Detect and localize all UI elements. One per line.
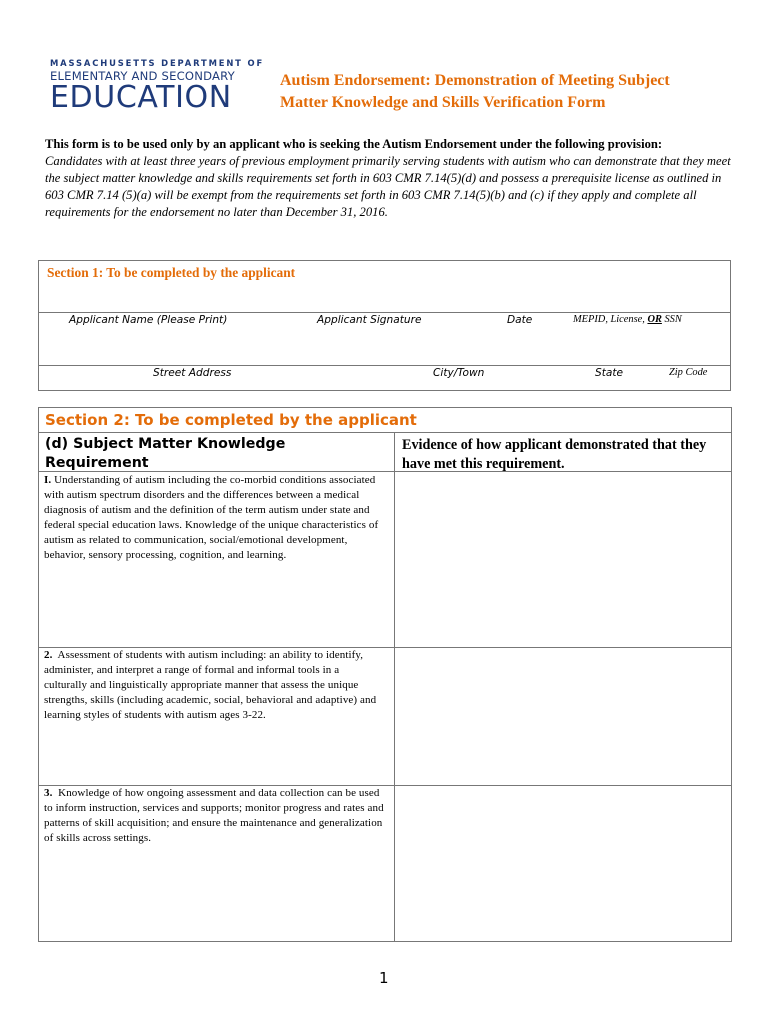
logo-education-text: EDUCATION xyxy=(50,80,232,115)
requirement-item-1: I. Understanding of autism including the co-morbid conditions associated with autism spectrum disorders and the differences between a medical diagnosis of autism and the definition of the term autism under state and federal special education laws. Knowledge of the unique characteristics of autism as related to communication, social/emotional development, behavior, sensory processing, cognition, and learning. xyxy=(44,474,379,561)
section-1-title: Section 1: To be completed by the applicant xyxy=(47,265,296,280)
intro-provision-text: Candidates with at least three years of previous employment primarily serving students with autism who can demonstrate that they meet the subject matter knowledge and skills requirements set forth in 603 CMR 7.14(5)(d) and possess a prerequisite license as outlined in 603 CMR 7.14 (5)(a) will be exempt from the requirements set forth in 603 CMR 7.14(5)(b) and (c) if they apply and complete all requirements for the endorsement no later than December 31, 2016. xyxy=(45,154,731,219)
date-label: Date xyxy=(507,314,533,326)
requirement-column-header: (d) Subject Matter Knowledge Requirement xyxy=(45,436,286,471)
section-2-box xyxy=(38,407,732,942)
state-label: State xyxy=(595,367,624,379)
document-title xyxy=(280,70,740,114)
intro-bold-text: This form is to be used only by an applicant who is seeking the Autism Endorsement under the following provision: xyxy=(45,137,663,151)
header-divider xyxy=(39,432,731,433)
column-divider xyxy=(394,432,395,941)
page-number: 1 xyxy=(379,969,389,987)
zip-code-label: Zip Code xyxy=(669,367,708,378)
address-line[interactable] xyxy=(39,365,730,366)
row-divider xyxy=(39,471,731,472)
street-address-label: Street Address xyxy=(153,367,232,379)
logo-elementary-text: ELEMENTARY AND SECONDARY xyxy=(50,69,235,83)
title-line-2: Matter Knowledge and Skills Verification Form xyxy=(280,94,606,111)
mepid-label: MEPID, License, OR SSN xyxy=(573,314,682,325)
section-1-box xyxy=(38,260,731,391)
city-town-label: City/Town xyxy=(433,367,485,379)
logo-department-text: MASSACHUSETTS DEPARTMENT OF xyxy=(50,58,265,68)
title-line-1: Autism Endorsement: Demonstration of Meeting Subject xyxy=(280,72,670,89)
requirement-item-2: 2. Assessment of students with autism including: an ability to identify, administer, and interpret a range of formal and informal tools in a culturally and linguistically appropriate manner that assess the unique strengths, skills (including academic, social, behavioral and adaptive) and learning styles of students with autism ages 3-22. xyxy=(44,649,377,721)
evidence-column-header: Evidence of how applicant demonstrated that they have met this requirement. xyxy=(402,437,707,472)
mepid-or-text: OR xyxy=(647,314,662,325)
intro-paragraph xyxy=(45,136,735,221)
applicant-signature-label: Applicant Signature xyxy=(317,314,422,326)
requirement-item-3: 3. Knowledge of how ongoing assessment and data collection can be used to inform instruction, services and supports; monitor progress and rates and patterns of skill acquisition; and ensure the maintenance and generalization of skills across settings. xyxy=(44,787,384,844)
dese-logo xyxy=(50,58,265,115)
applicant-name-label: Applicant Name (Please Print) xyxy=(69,314,228,326)
section-2-title: Section 2: To be completed by the applicant xyxy=(45,411,417,429)
applicant-line[interactable] xyxy=(39,312,730,313)
